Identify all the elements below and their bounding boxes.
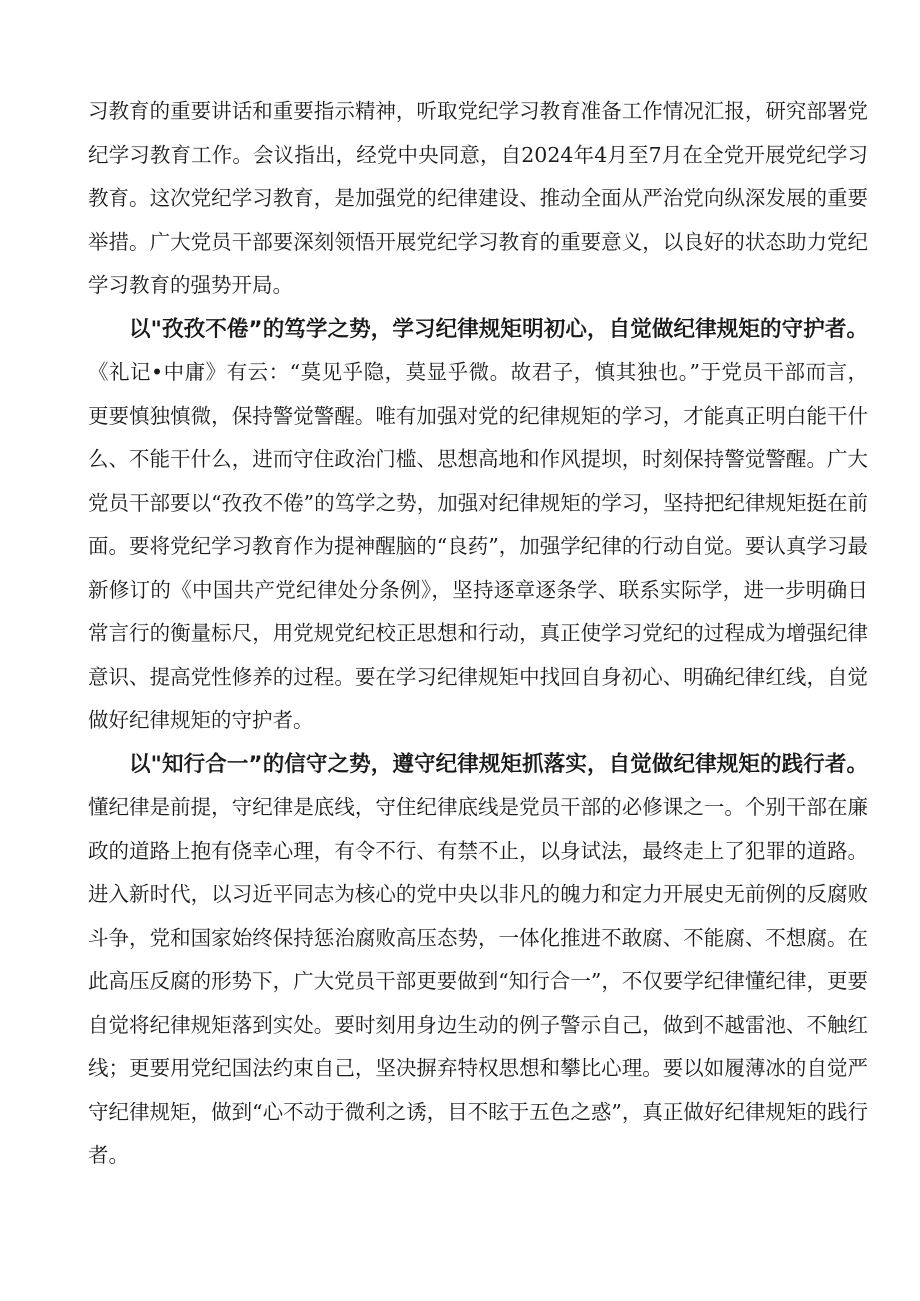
paragraph-text: 习教育的重要讲话和重要指示精神，听取党纪学习教育准备工作情况汇报，研究部署党纪学习教育工作。会议指出，经党中央同意，自2024年4月至7月在全党开展党纪学习教育。这次党纪学习教育，是加强党的纪律建设、推动全面从严治党向纵深发展的重要举措。广大党员干部要深刻领悟开展党纪学习教育的重要意义，以良好的状态助力党纪学习教育的强势开局。 <box>88 99 868 297</box>
document-body <box>88 90 868 1178</box>
section-heading: 以"知行合一”的信守之势，遵守纪律规矩抓落实，自觉做纪律规矩的践行者。 <box>129 751 868 777</box>
paragraph-text: 懂纪律是前提，守纪律是底线，守住纪律底线是党员干部的必修课之一。个别干部在廉政的道路上抱有侥幸心理，有令不行、有禁不止，以身试法，最终走上了犯罪的道路。进入新时代，以习近平同志为核心的党中央以非凡的魄力和定力开展史无前例的反腐败斗争，党和国家始终保持惩治腐败高压态势，一体化推进不敢腐、不能腐、不想腐。在此高压反腐的形势下，广大党员干部更要做到“知行合一”，不仅要学纪律懂纪律，更要自觉将纪律规矩落到实处。要时刻用身边生动的例子警示自己，做到不越雷池、不触红线；更要用党纪国法约束自己，坚决摒弃特权思想和攀比心理。要以如履薄冰的自觉严守纪律规矩，做到“心不动于微利之诱，目不眩于五色之惑”，真正做好纪律规矩的践行者。 <box>88 795 868 1167</box>
paragraph-study-discipline <box>88 308 868 743</box>
paragraph-practice-discipline <box>88 743 868 1178</box>
section-heading: 以"孜孜不倦”的笃学之势，学习纪律规矩明初心，自觉做纪律规矩的守护者。 <box>129 316 868 342</box>
paragraph-text: 《礼记•中庸》有云：“莫见乎隐，莫显乎微。故君子，慎其独也。”于党员干部而言，更要慎独慎微，保持警觉警醒。唯有加强对党的纪律规矩的学习，才能真正明白能干什么、不能干什么，进而守住政治门槛、思想高地和作风提坝，时刻保持警觉警醒。广大党员干部要以“孜孜不倦”的笃学之势，加强对纪律规矩的学习，坚持把纪律规矩挺在前面。要将党纪学习教育作为提神醒脑的“良药”，加强学纪律的行动自觉。要认真学习最新修订的《中国共产党纪律处分条例》，坚持逐章逐条学、联系实际学，进一步明确日常言行的衡量标尺，用党规党纪校正思想和行动，真正使学习党纪的过程成为增强纪律意识、提高党性修养的过程。要在学习纪律规矩中找回自身初心、明确纪律红线，自觉做好纪律规矩的守护者。 <box>88 360 868 732</box>
paragraph-intro-continuation <box>88 90 868 308</box>
